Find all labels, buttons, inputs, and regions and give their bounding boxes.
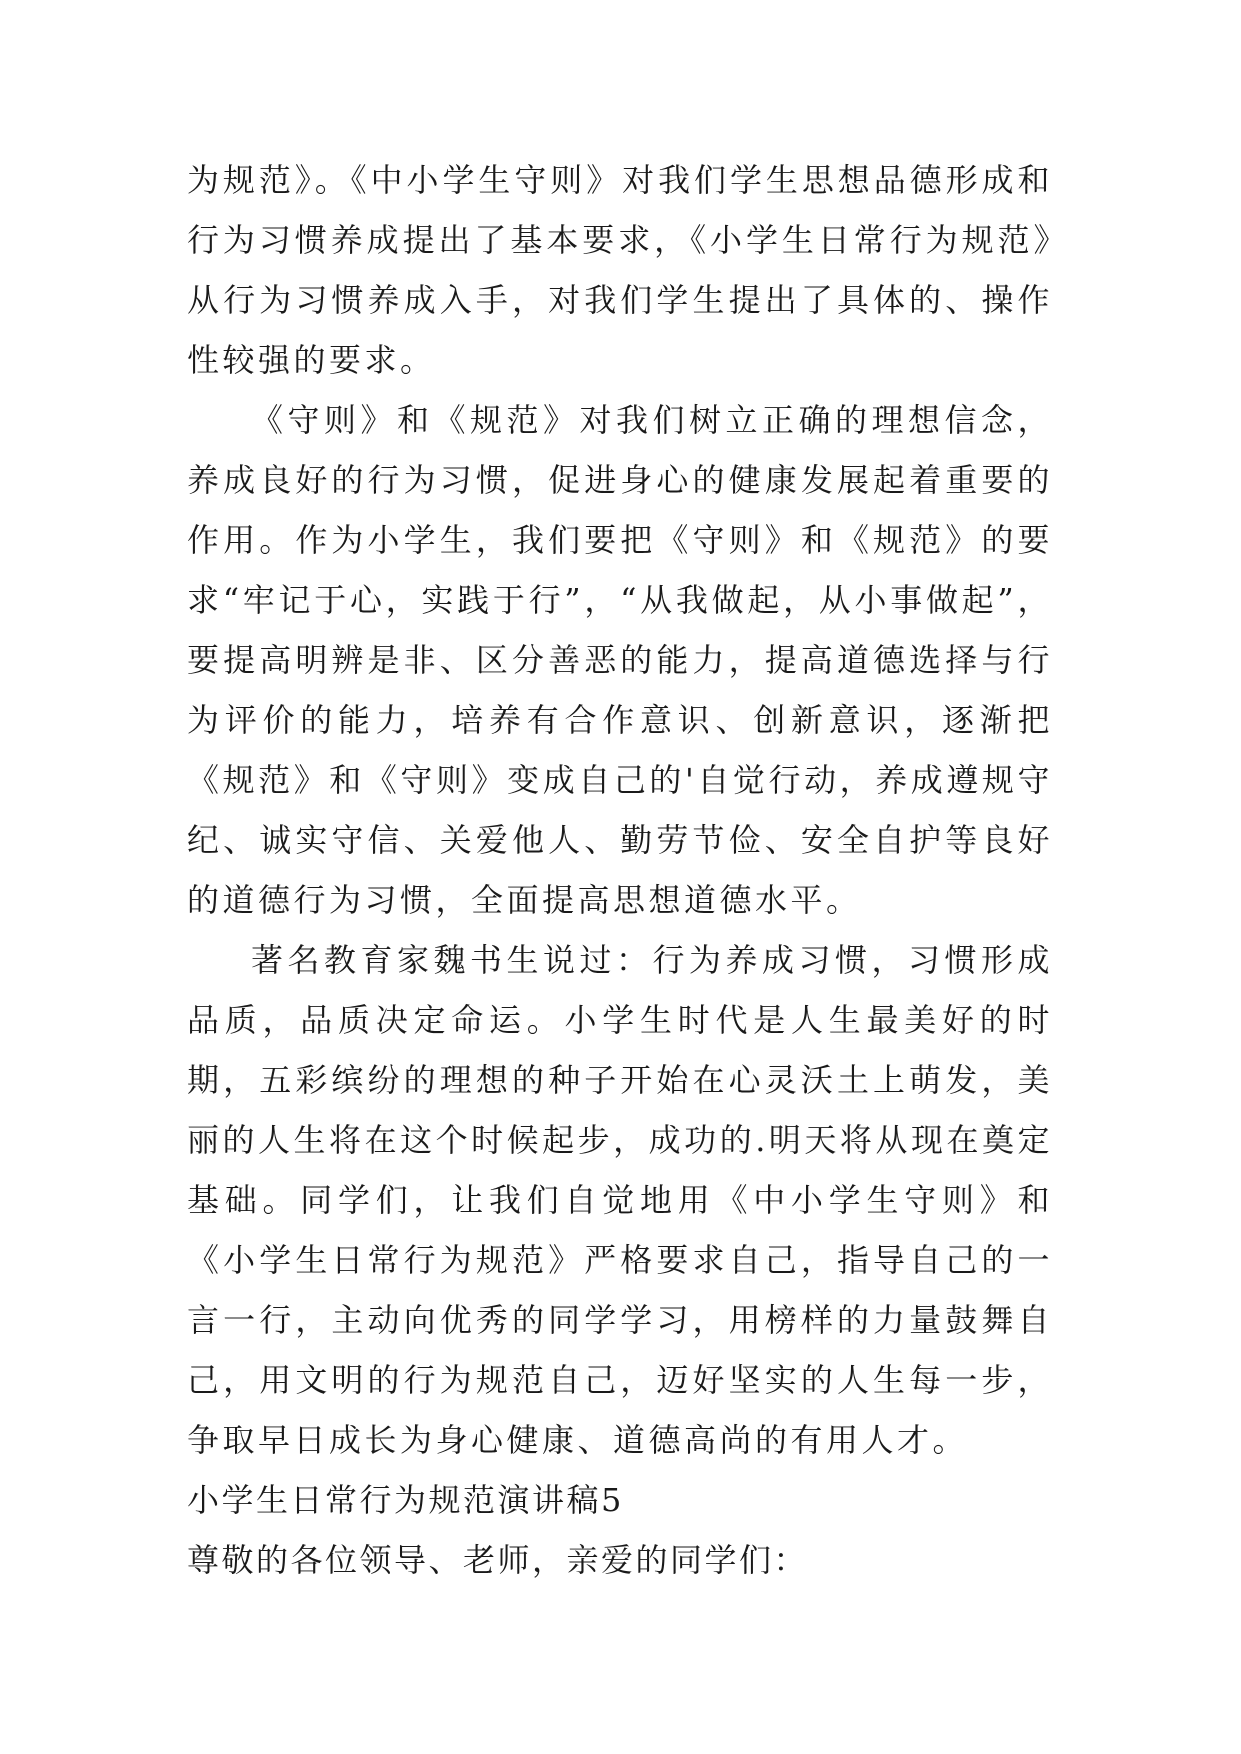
section-heading: 小学生日常行为规范演讲稿5 — [187, 1481, 624, 1519]
document-body — [187, 150, 1053, 1590]
salutation: 尊敬的各位领导、老师，亲爱的同学们： — [187, 1541, 809, 1579]
paragraph-1: 为规范》。《中小学生守则》对我们学生思想品德形成和行为习惯养成提出了基本要求，《小学生日常行为规范》从行为习惯养成入手，对我们学生提出了具体的、操作性较强的要求。 — [187, 161, 1053, 379]
paragraph-2: 《守则》和《规范》对我们树立正确的理想信念，养成良好的行为习惯，促进身心的健康发展起着重要的作用。作为小学生，我们要把《守则》和《规范》的要求“牢记于心，实践于行”，“从我做起，从小事做起”，要提高明辨是非、区分善恶的能力，提高道德选择与行为评价的能力，培养有合作意识、创新意识，逐渐把《规范》和《守则》变成自己的'自觉行动，养成遵规守纪、诚实守信、关爱他人、勤劳节俭、安全自护等良好的道德行为习惯，全面提高思想道德水平。 — [187, 401, 1053, 919]
paragraph-3: 著名教育家魏书生说过：行为养成习惯，习惯形成品质，品质决定命运。小学生时代是人生最美好的时期，五彩缤纷的理想的种子开始在心灵沃土上萌发，美丽的人生将在这个时候起步，成功的.明天将从现在奠定基础。同学们，让我们自觉地用《中小学生守则》和《小学生日常行为规范》严格要求自己，指导自己的一言一行，主动向优秀的同学学习，用榜样的力量鼓舞自己，用文明的行为规范自己，迈好坚实的人生每一步，争取早日成长为身心健康、道德高尚的有用人才。 — [187, 941, 1053, 1459]
